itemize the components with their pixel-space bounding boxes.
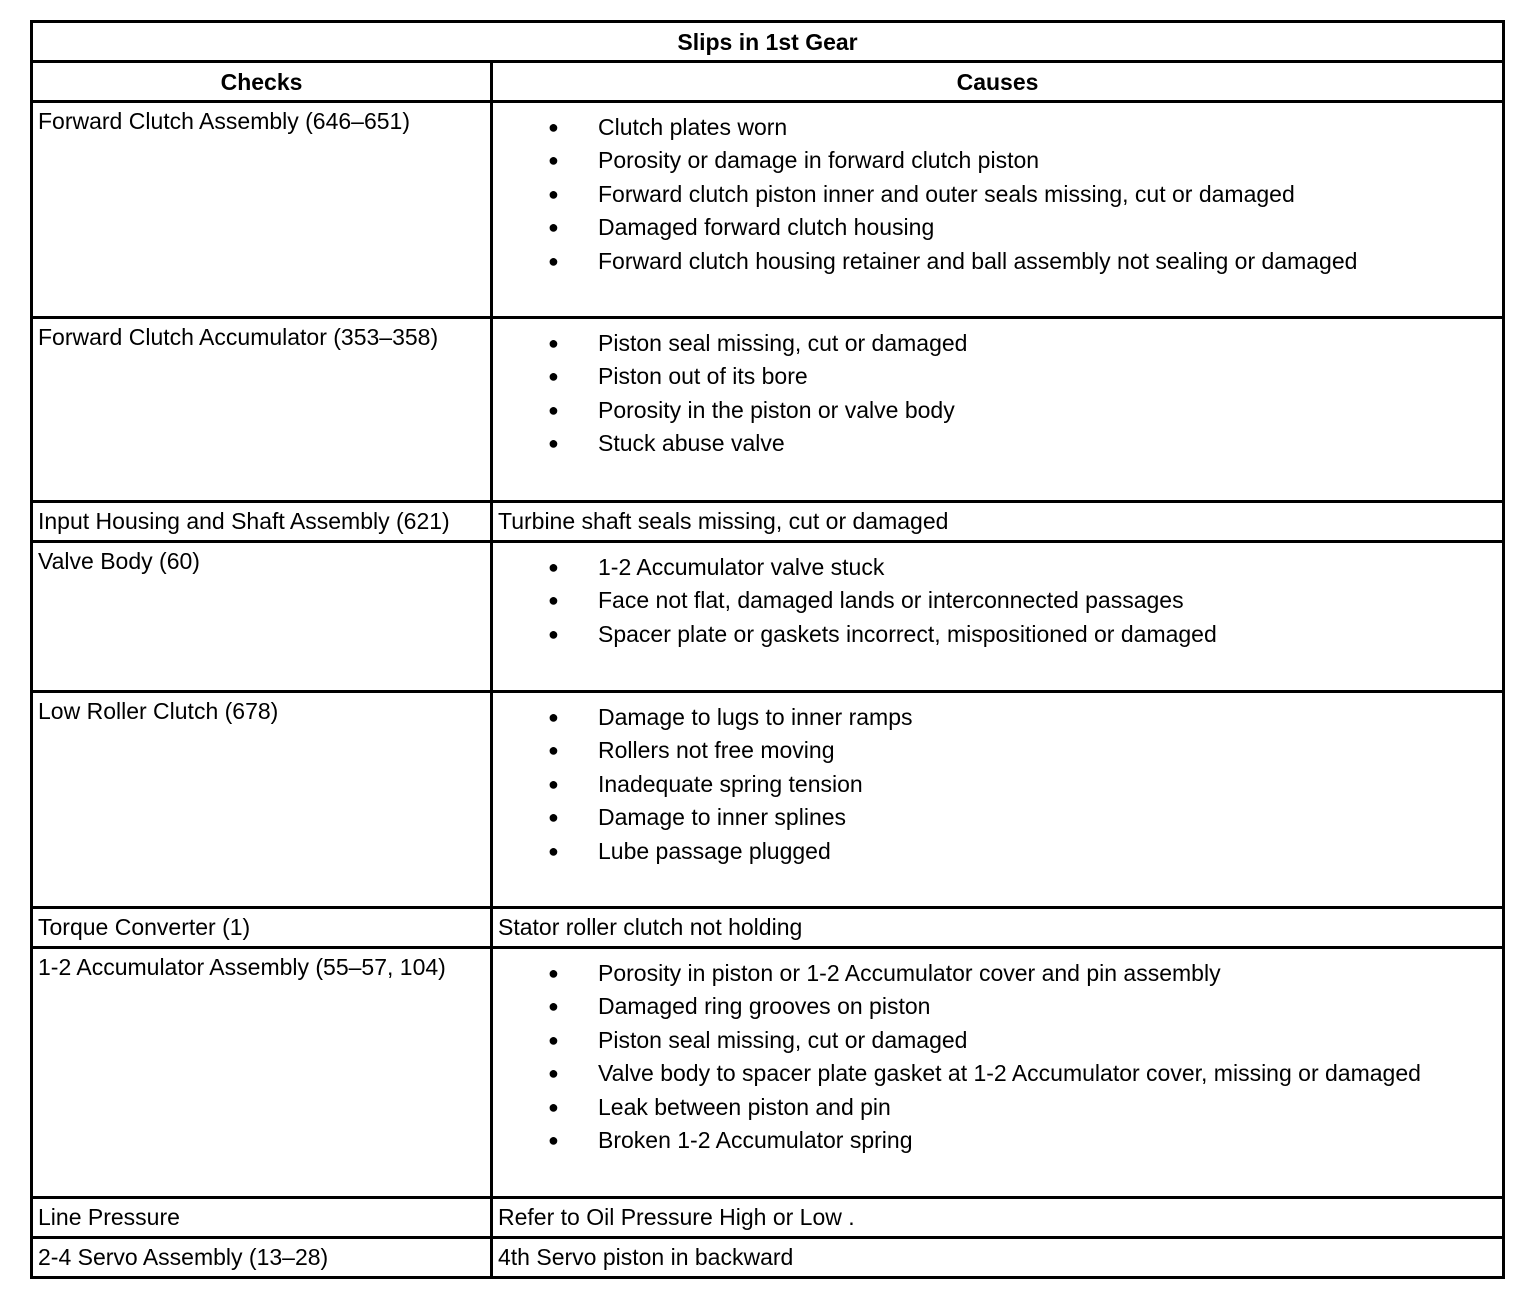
table-row <box>32 948 1504 1198</box>
cause-list-item <box>548 1024 1502 1057</box>
cause-text: Damaged forward clutch housing <box>598 214 935 241</box>
cause-list <box>498 957 1502 1157</box>
bullet-icon: ● <box>548 117 559 137</box>
table-row <box>32 542 1504 692</box>
cause-list-item <box>548 1057 1502 1090</box>
cause-list <box>498 701 1502 868</box>
check-cell: 2-4 Servo Assembly (13–28) <box>32 1238 492 1278</box>
cause-text: Porosity in piston or 1-2 Accumulator cover and pin assembly <box>598 960 1221 986</box>
cause-text: Piston seal missing, cut or damaged <box>598 330 968 356</box>
cause-text: Porosity or damage in forward clutch piston <box>598 147 1040 174</box>
cause-list-item <box>548 178 1502 211</box>
cause-list-item <box>548 990 1502 1023</box>
bullet-icon: ● <box>548 1130 559 1151</box>
cause-text: Forward clutch housing retainer and ball assembly not sealing or damaged <box>598 247 1358 274</box>
cause-list-item <box>548 1091 1502 1124</box>
check-cell: Line Pressure <box>32 1198 492 1238</box>
bullet-icon: ● <box>548 1029 559 1050</box>
bullet-icon: ● <box>548 399 559 420</box>
cause-text: Rollers not free moving <box>598 737 835 764</box>
bullet-icon: ● <box>548 807 559 828</box>
cause-cell <box>492 102 1504 318</box>
table-row <box>32 502 1504 542</box>
cause-list-item <box>548 144 1502 177</box>
check-cell: Input Housing and Shaft Assembly (621) <box>32 502 492 542</box>
cause-list-item <box>548 211 1502 244</box>
cause-text: Damage to inner splines <box>598 804 847 831</box>
table-row <box>32 908 1504 948</box>
cause-text: Piston seal missing, cut or damaged <box>598 1026 968 1053</box>
cause-list-item <box>548 835 1502 868</box>
bullet-icon: ● <box>548 1063 559 1084</box>
cause-text: Damaged ring grooves on piston <box>598 993 931 1020</box>
cause-list-item <box>548 427 1502 460</box>
cause-list-item <box>548 327 1502 360</box>
bullet-icon: ● <box>548 740 559 761</box>
bullet-icon: ● <box>548 707 559 727</box>
table-row <box>32 318 1504 502</box>
cause-list-item <box>548 801 1502 834</box>
table-row <box>32 692 1504 908</box>
cause-list-item <box>548 734 1502 767</box>
cause-text: Broken 1-2 Accumulator spring <box>598 1127 913 1154</box>
cause-text: Damage to lugs to inner ramps <box>598 704 913 730</box>
cause-text: Leak between piston and pin <box>598 1093 891 1120</box>
cause-text: Forward clutch piston inner and outer seals missing, cut or damaged <box>598 180 1295 207</box>
bullet-icon: ● <box>548 623 559 644</box>
cause-text: Spacer plate or gaskets incorrect, mispositioned or damaged <box>598 620 1217 647</box>
bullet-icon: ● <box>548 366 559 387</box>
table-title-row <box>32 22 1504 62</box>
check-cell: Torque Converter (1) <box>32 908 492 948</box>
cause-cell: 4th Servo piston in backward <box>492 1238 1504 1278</box>
cause-cell: Refer to Oil Pressure High or Low . <box>492 1198 1504 1238</box>
cause-list-item <box>548 1124 1502 1157</box>
cause-text: Piston out of its bore <box>598 363 808 390</box>
bullet-icon: ● <box>548 250 559 271</box>
table-title: Slips in 1st Gear <box>32 22 1504 62</box>
table-row <box>32 1238 1504 1278</box>
cause-cell: Stator roller clutch not holding <box>492 908 1504 948</box>
bullet-icon: ● <box>548 773 559 794</box>
check-cell: 1-2 Accumulator Assembly (55–57, 104) <box>32 948 492 1198</box>
cause-list-item <box>548 360 1502 393</box>
cause-list <box>498 327 1502 461</box>
cause-cell <box>492 318 1504 502</box>
cause-text: Porosity in the piston or valve body <box>598 396 955 423</box>
bullet-icon: ● <box>548 840 559 861</box>
cause-list-item <box>548 394 1502 427</box>
bullet-icon: ● <box>548 996 559 1017</box>
table-row <box>32 102 1504 318</box>
check-cell: Forward Clutch Accumulator (353–358) <box>32 318 492 502</box>
cause-list-item <box>548 551 1502 584</box>
header-causes: Causes <box>492 62 1504 102</box>
cause-text: Stuck abuse valve <box>598 430 785 457</box>
header-checks: Checks <box>32 62 492 102</box>
cause-cell: Turbine shaft seals missing, cut or damaged <box>492 502 1504 542</box>
cause-list-item <box>548 768 1502 801</box>
cause-text: Lube passage plugged <box>598 837 831 864</box>
cause-list <box>498 111 1502 278</box>
cause-cell <box>492 948 1504 1198</box>
cause-text: 1-2 Accumulator valve stuck <box>598 554 885 580</box>
cause-text: Clutch plates worn <box>598 114 788 140</box>
bullet-icon: ● <box>548 557 559 577</box>
table-row <box>32 1198 1504 1238</box>
check-cell: Low Roller Clutch (678) <box>32 692 492 908</box>
cause-list-item <box>548 618 1502 651</box>
cause-list-item <box>548 584 1502 617</box>
bullet-icon: ● <box>548 433 559 454</box>
cause-list-item <box>548 245 1502 278</box>
bullet-icon: ● <box>548 217 559 238</box>
cause-cell <box>492 692 1504 908</box>
cause-list <box>498 551 1502 651</box>
bullet-icon: ● <box>548 1096 559 1117</box>
cause-list-item <box>548 701 1502 734</box>
table-header-row <box>32 62 1504 102</box>
bullet-icon: ● <box>548 150 559 171</box>
bullet-icon: ● <box>548 590 559 611</box>
diagnosis-table <box>30 20 1505 1279</box>
cause-cell <box>492 542 1504 692</box>
cause-text: Inadequate spring tension <box>598 770 863 797</box>
cause-list-item <box>548 111 1502 144</box>
bullet-icon: ● <box>548 963 559 983</box>
cause-list-item <box>548 957 1502 990</box>
cause-text: Valve body to spacer plate gasket at 1-2 Accumulator cover, missing or damaged <box>598 1060 1421 1087</box>
bullet-icon: ● <box>548 333 559 353</box>
check-cell: Forward Clutch Assembly (646–651) <box>32 102 492 318</box>
bullet-icon: ● <box>548 183 559 204</box>
cause-text: Face not flat, damaged lands or interconnected passages <box>598 587 1184 614</box>
check-cell: Valve Body (60) <box>32 542 492 692</box>
